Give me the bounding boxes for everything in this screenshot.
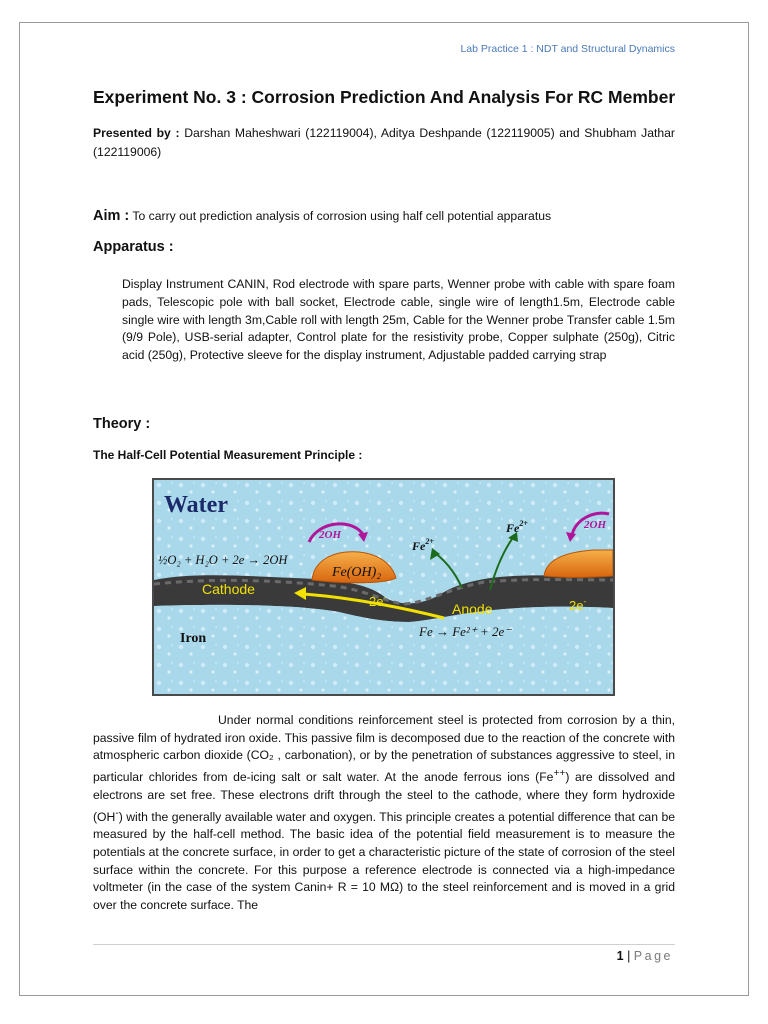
- paragraph-part3: ) with the generally available water and oxygen. This principle creates a potential difference that can be measured by the half-cell method. The basic idea of the potential field measurement is to measure the potentials at the concrete surface, in order to get a characteristic picture of the state of corrosion of the steel surface within the concrete. For this purpose a reference electrode is connected via a high-impedance voltmeter (in the case of the system Canin+ R = 10 MΩ) to the steel reinforcement and is moved in a grid over the concrete surface. The: [93, 809, 675, 913]
- cathode-equation: ½O₂ + H₂O + 2e → 2OH: [158, 553, 288, 567]
- water-label: Water: [164, 492, 228, 518]
- theory-heading: Theory :: [93, 416, 151, 432]
- aim-label: Aim :: [93, 208, 130, 224]
- fe-oh2-label: Fe(OH)₂: [332, 565, 382, 580]
- fe-left-charge: 2+: [425, 537, 434, 546]
- cathode-label: Cathode: [202, 581, 255, 597]
- electron-right-charge: -: [583, 597, 587, 606]
- aim-text: To carry out prediction analysis of corrosion using half cell potential apparatus: [129, 209, 552, 223]
- fe-right-text: Fe: [506, 521, 520, 535]
- aim-section: [93, 208, 693, 224]
- fe-right-charge: 2+: [519, 519, 528, 528]
- hydroxide-charge: -: [115, 807, 119, 819]
- apparatus-heading: Apparatus :: [93, 239, 174, 255]
- paragraph-part2: ) are dissolved and electrons are set free. These electrons drift through the steel to the cathode, where they form hydroxide (OH: [93, 770, 675, 824]
- fe-left-text: Fe: [412, 539, 426, 553]
- presented-by-label: Presented by :: [93, 126, 180, 140]
- iron-label: Iron: [180, 631, 207, 646]
- page-word: Page: [633, 949, 673, 963]
- half-cell-diagram: [152, 478, 615, 696]
- page-number-value: 1: [616, 949, 624, 963]
- page-separator: |: [623, 949, 634, 963]
- electron-right-text: 2e: [569, 598, 584, 613]
- document-title: Experiment No. 3 : Corrosion Prediction And Analysis For RC Member: [93, 87, 676, 107]
- footer-rule: [93, 944, 675, 945]
- electron-left-charge: -: [383, 593, 387, 602]
- apparatus-text: Display Instrument CANIN, Rod electrode with spare parts, Wenner probe with cable with spare foam pads, Telescopic pole with ball socket, Electrode cable, single wire of length1.5m, Electrode cable single wire with length 3m,Cable roll with length 25m, Cable for the Wenner probe Transfer cable 1.5m (9/9 Pole), USB-serial adapter, Control plate for the resistivity probe, Copper sulphate (250g), Citric acid (250g), Protective sleeve for the display instrument, Adjustable padded carrying strap: [122, 277, 675, 363]
- oh-label-right: 2OH: [584, 519, 606, 531]
- page-number: [617, 949, 673, 963]
- anode-equation: Fe → Fe²⁺ + 2e⁻: [419, 624, 512, 639]
- theory-paragraph: [93, 712, 675, 915]
- running-header: Lab Practice 1 : NDT and Structural Dynamics: [460, 43, 675, 55]
- anode-label: Anode: [452, 601, 493, 617]
- oh-label-left: 2OH: [319, 529, 341, 541]
- paragraph-part1: Under normal conditions reinforcement steel is protected from corrosion by a thin, passive film of hydrated iron oxide. This passive film is decomposed due to the reaction of the concrete with atmospheric carbon dioxide (CO₂ , carbonation), or by the penetration of substances aggressive to steel, in particular chlorides from de-icing salt or salt water. At the anode ferrous ions (Fe: [93, 713, 675, 785]
- electron-left-text: 2e: [369, 594, 384, 609]
- theory-subheading: The Half-Cell Potential Measurement Principle :: [93, 448, 363, 462]
- corrosion-illustration: [154, 480, 613, 694]
- presented-by-names: Darshan Maheshwari (122119004), Aditya Deshpande (122119005) and Shubham Jathar (122119006): [93, 126, 675, 159]
- ferrous-charge: ++: [553, 768, 566, 780]
- presented-by: [93, 124, 675, 162]
